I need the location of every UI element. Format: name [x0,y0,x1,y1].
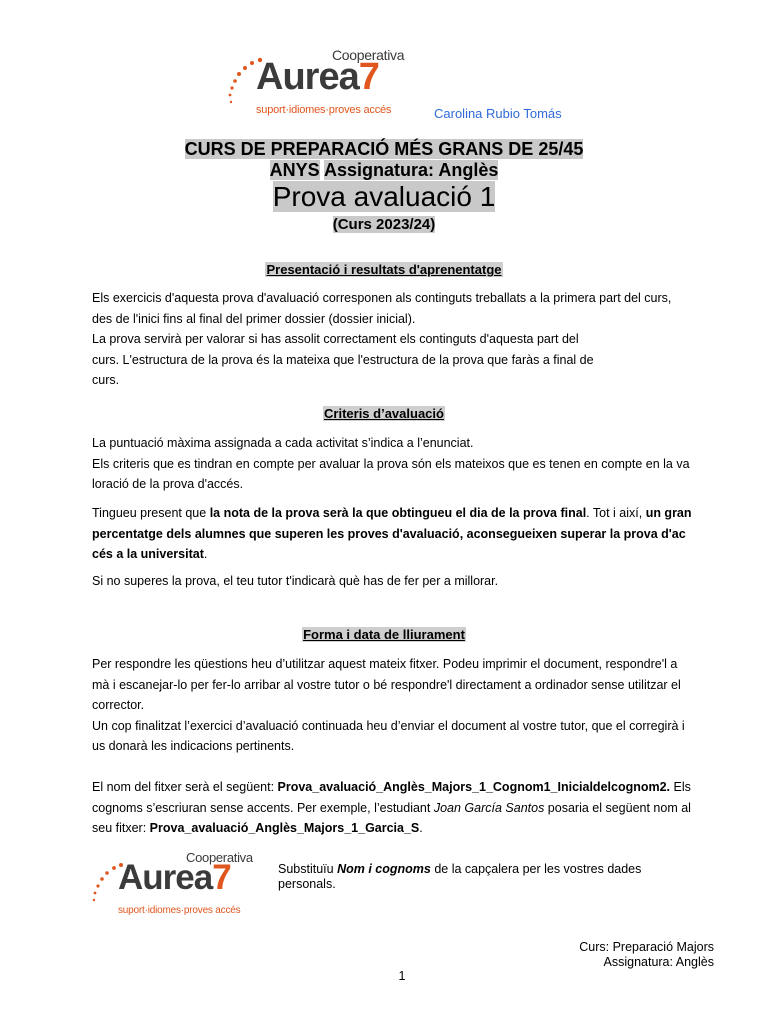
section-criteris-body [92,433,718,495]
logo-brand-text: Aurea7 [118,858,231,897]
logo-tagline: suport·idiomes·proves accés [256,104,392,116]
section-lliurament-body [92,654,718,757]
text-line: La prova servirà per valorar si has assolit correctament els continguts d'aquesta part del [92,332,579,346]
page-title: Prova avaluació 1 [272,181,496,212]
text-line: mà i escanejar-lo per fer-lo arribar al vostre tutor o bé respondre'l directament a ordinador sense utilitzar el [92,677,681,692]
logo-tagline: suport·idiomes·proves accés [118,905,241,916]
footer-subject: Assignatura: Anglès [603,955,714,969]
text-line: Els criteris que es tindran en compte per avaluar la prova són els mateixos que es tenen en compte en la va [92,456,690,471]
section-criteris-advice: Si no superes la prova, el teu tutor t'indicarà què has de fer per a millorar. [92,574,499,588]
text-line: curs. L'estructura de la prova és la mateixa que l'estructura de la prova que faràs a final de [92,352,594,367]
file-name-instructions: El nom del fitxer serà el següent: Prova_avaluació_Anglès_Majors_1_Cognom1_Inicialdelcognom2. Els cognoms s’escriuran sense accents. Per exemple, l’estudiant Joan García Santos posaria el següent nom al seu fitxer: Prova_avaluació_Anglès_Majors_1_Garcia_S. [92,780,691,835]
text-line: La puntuació màxima assignada a cada activitat s’indica a l’enunciat. [92,436,474,450]
text-line: us donarà les indicacions pertinents. [92,739,295,753]
course-year: (Curs 2023/24) [332,216,436,233]
text-line: curs. [92,373,120,387]
section-criteris-note: Tingueu present que la nota de la prova serà la que obtingueu el dia de la prova final. Tot i així, un gran percentatge dels alumnes que superen les proves d'avaluació, aconsegueixen superar la prova d'ac cés a la universitat. [92,506,692,561]
text-line: loració de la prova d'accés. [92,477,244,491]
header-substitution-note: Substituïu Nom i cognoms de la capçalera per les vostres dades personals. [278,862,642,891]
header-logo [226,44,430,122]
footer-logo [90,850,280,922]
section-heading-presentacio: Presentació i resultats d'aprenentatge [266,262,502,277]
author-name: Carolina Rubio Tomás [434,106,562,121]
page-footer [400,940,714,970]
section-heading-criteris: Criteris d’avaluació [324,406,444,421]
text-line: corrector. [92,698,145,712]
page-number: 1 [398,969,406,983]
course-title: CURS DE PREPARACIÓ MÉS GRANS DE 25/45 [184,139,584,159]
logo-cooperativa-text: Cooperativa [332,47,405,63]
text-line: des de l'inici fins al final del primer dossier (dossier inicial). [92,311,416,326]
text-line: Un cop finalitzat l’exercici d’avaluació continuada heu d’enviar el document al vostre tutor, que el corregirà i [92,718,685,733]
logo-brand-text: Aurea7 [256,56,379,98]
section-presentacio-body [92,288,718,391]
course-subtitle: ANYS Assignatura: Anglès [269,160,499,180]
section-heading-lliurament: Forma i data de lliurament [303,627,465,642]
text-line: Per respondre les qüestions heu d’utilitzar aquest mateix fitxer. Podeu imprimir el document, respondre'l a [92,657,678,671]
footer-course: Curs: Preparació Majors [579,940,714,954]
text-line: Els exercicis d'aquesta prova d'avaluació corresponen als continguts treballats a la primera part del curs, [92,291,672,305]
logo-cooperativa-text: Cooperativa [186,850,253,865]
